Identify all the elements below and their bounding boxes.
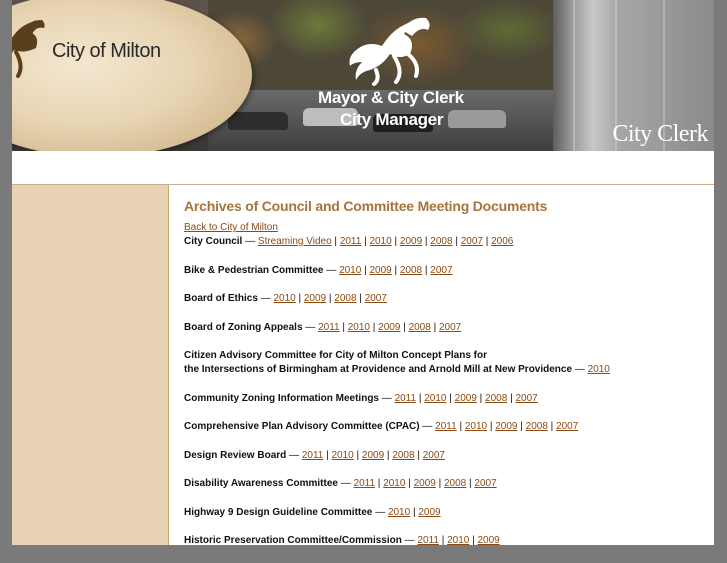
link-separator: | (435, 478, 444, 489)
link-separator: | (507, 392, 516, 404)
link-separator: | (410, 506, 419, 518)
link-separator: | (405, 478, 414, 489)
dash-separator: — (302, 321, 319, 333)
committee-row (184, 321, 704, 335)
dash-separator: — (242, 236, 258, 247)
link-separator: | (547, 421, 557, 432)
link-separator: | (391, 264, 400, 276)
committee-row (184, 292, 704, 306)
dash-separator: — (372, 506, 388, 518)
main-content (184, 198, 704, 563)
year-link-2011[interactable]: 2011 (417, 535, 439, 546)
year-link-2008[interactable]: 2008 (392, 449, 415, 461)
link-separator: | (414, 449, 423, 461)
link-separator: | (356, 293, 365, 304)
link-separator: | (339, 321, 348, 333)
dash-separator: — (257, 293, 274, 304)
year-link-2010[interactable]: 2010 (273, 293, 296, 304)
committee-name: Citizen Advisory Committee for City of Milton Concept Plans for (184, 350, 487, 361)
link-separator: | (326, 293, 335, 304)
section-title: City Clerk (612, 121, 708, 147)
committee-row (184, 235, 704, 249)
committee-name: Highway 9 Design Guideline Committee (184, 506, 373, 518)
year-link-2009[interactable]: 2009 (413, 478, 436, 489)
link-separator: | (422, 236, 431, 247)
year-link-2011[interactable]: 2011 (318, 321, 340, 333)
committee-name: Design Review Board (184, 449, 287, 461)
banner-title-line1: Mayor & City Clerk (318, 88, 464, 107)
dash-separator: — (419, 421, 436, 432)
horse-logo-icon (12, 14, 57, 84)
link-separator: | (452, 236, 461, 247)
nav-strip (12, 151, 714, 185)
header-banner (12, 0, 714, 151)
dash-separator: — (401, 535, 418, 546)
year-link-2008[interactable]: 2008 (485, 392, 508, 404)
committee-row (184, 449, 704, 463)
link-separator: | (517, 421, 526, 432)
year-link-2008[interactable]: 2008 (444, 478, 467, 489)
year-link-2007[interactable]: 2007 (474, 478, 497, 489)
year-link-2009[interactable]: 2009 (378, 321, 401, 333)
dash-separator: — (572, 364, 588, 375)
committee-name-line2: the Intersections of Birmingham at Providence and Arnold Mill at New Providence (184, 364, 573, 375)
link-separator: | (331, 236, 340, 247)
banner-title-line2: City Manager (340, 110, 444, 129)
dash-separator: — (286, 449, 302, 461)
link-separator: | (422, 264, 431, 276)
year-link-2011[interactable]: 2011 (353, 478, 376, 489)
year-link-2009[interactable]: 2009 (454, 392, 477, 404)
year-link-2009[interactable]: 2009 (361, 449, 385, 461)
committee-name: Community Zoning Information Meetings (184, 392, 379, 404)
sidebar (12, 185, 169, 545)
committee-name: Board of Ethics (184, 293, 258, 304)
year-link-2007[interactable]: 2007 (430, 264, 453, 276)
year-link-2009[interactable]: 2009 (495, 421, 518, 432)
year-link-2008[interactable]: 2008 (399, 264, 423, 276)
link-separator: | (361, 264, 370, 276)
link-separator: | (446, 392, 455, 404)
committee-name: Historic Preservation Committee/Commission (184, 535, 402, 546)
committee-row (184, 264, 704, 278)
page (12, 0, 714, 545)
year-link-2011[interactable]: 2011 (301, 449, 324, 461)
year-link-2007[interactable]: 2007 (556, 421, 579, 432)
committee-row (184, 506, 704, 520)
year-link-2007[interactable]: 2007 (422, 449, 445, 461)
year-link-2010[interactable]: 2010 (587, 364, 610, 375)
year-link-2007[interactable]: 2007 (438, 321, 462, 333)
year-link-2010[interactable]: 2010 (387, 506, 411, 518)
link-separator: | (361, 236, 370, 247)
panel-stripe (573, 0, 575, 151)
site-name: City of Milton (52, 40, 161, 62)
link-separator: | (370, 321, 379, 333)
year-link-2010[interactable]: 2010 (447, 535, 470, 546)
year-link-2011[interactable]: 2011 (394, 392, 417, 404)
committee-row (184, 420, 704, 434)
year-link-2010[interactable]: 2010 (331, 449, 354, 461)
committee-name: Bike & Pedestrian Committee (184, 264, 324, 276)
link-separator: | (375, 478, 384, 489)
year-link-2009[interactable]: 2009 (418, 506, 441, 518)
year-link-2010[interactable]: 2010 (347, 321, 370, 333)
year-link-2008[interactable]: 2008 (430, 236, 453, 247)
car-image (228, 112, 288, 130)
year-link-2010[interactable]: 2010 (339, 264, 362, 276)
committee-row (184, 477, 704, 491)
year-link-2009[interactable]: 2009 (303, 293, 327, 304)
year-link-2011[interactable]: 2011 (339, 236, 362, 247)
link-separator: | (323, 449, 332, 461)
link-separator: | (384, 449, 393, 461)
dash-separator: — (323, 264, 340, 276)
horse-logo-white-icon (346, 14, 436, 86)
car-image (448, 110, 506, 128)
committee-name: City Council (184, 236, 243, 247)
dash-separator: — (337, 478, 354, 489)
dash-separator: — (379, 392, 395, 404)
link-separator: | (456, 421, 465, 432)
link-separator: | (482, 236, 492, 247)
link-separator: | (295, 293, 304, 304)
link-separator: | (430, 321, 439, 333)
year-link-2008[interactable]: 2008 (334, 293, 357, 304)
year-link-2009[interactable]: 2009 (399, 236, 423, 247)
year-link-2006[interactable]: 2006 (491, 236, 514, 247)
link-separator: | (487, 421, 496, 432)
committee-row (184, 534, 704, 548)
year-link-2010[interactable]: 2010 (383, 478, 406, 489)
year-link-2010[interactable]: 2010 (464, 421, 488, 432)
link-separator: | (438, 535, 448, 546)
year-link-2010[interactable]: 2010 (369, 236, 392, 247)
year-link-2007[interactable]: 2007 (460, 236, 483, 247)
year-link-2007[interactable]: 2007 (364, 293, 387, 304)
year-link-2009[interactable]: 2009 (369, 264, 392, 276)
link-separator: | (466, 478, 475, 489)
page-title: Archives of Council and Committee Meeting Documents (184, 198, 548, 214)
year-link-2009[interactable]: 2009 (477, 535, 500, 546)
back-to-city-link[interactable]: Back to City of Milton (184, 222, 278, 233)
committee-name: Disability Awareness Committee (184, 478, 338, 489)
committee-row (184, 392, 704, 406)
streaming-video-link[interactable]: Streaming Video (257, 236, 332, 247)
committee-list (184, 235, 704, 548)
committee-name: Comprehensive Plan Advisory Committee (CPAC) (184, 421, 420, 432)
link-separator: | (469, 535, 478, 546)
year-link-2010[interactable]: 2010 (424, 392, 447, 404)
link-separator: | (353, 449, 362, 461)
year-link-2011[interactable]: 2011 (435, 421, 457, 432)
link-separator: | (416, 392, 425, 404)
link-separator: | (476, 392, 486, 404)
link-separator: | (391, 236, 400, 247)
committee-name: Board of Zoning Appeals (184, 321, 303, 333)
committee-row (184, 349, 704, 377)
year-link-2007[interactable]: 2007 (515, 392, 538, 404)
link-separator: | (400, 321, 409, 333)
year-link-2008[interactable]: 2008 (408, 321, 431, 333)
year-link-2008[interactable]: 2008 (525, 421, 548, 432)
